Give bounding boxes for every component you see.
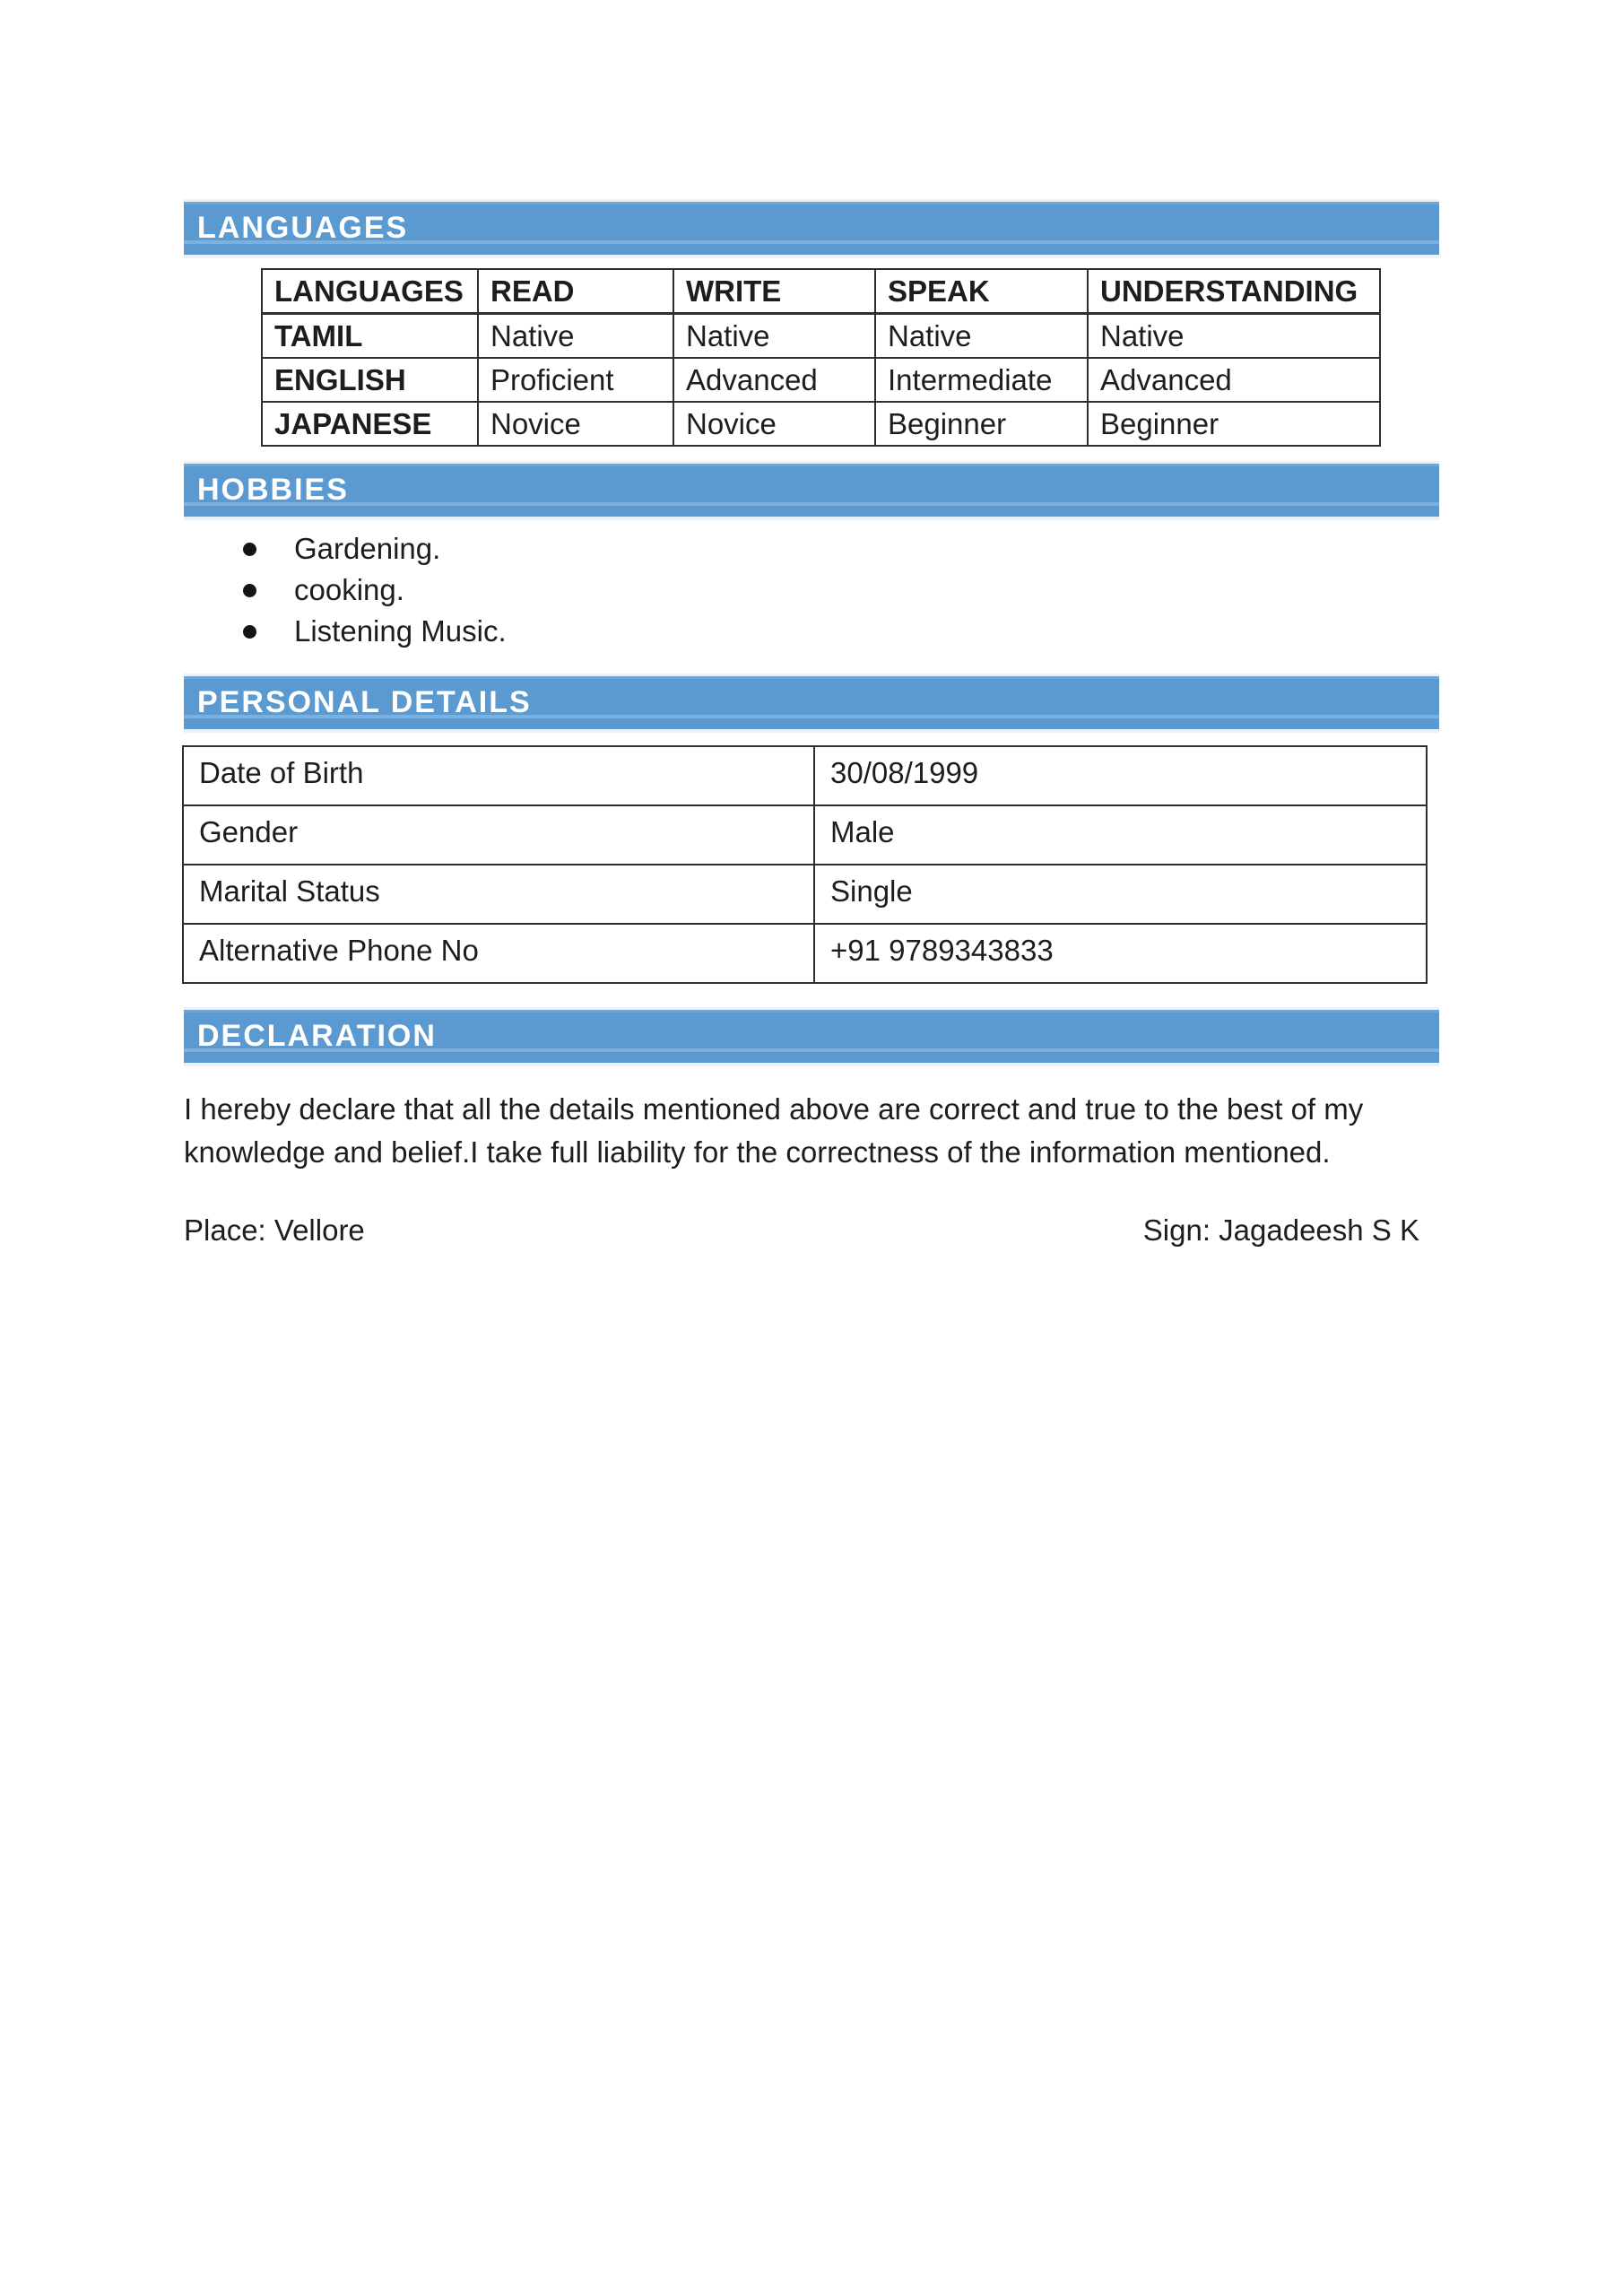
table-cell: Native [673,314,875,359]
table-row [183,746,1427,805]
hobbies-list [184,528,1439,652]
column-header: READ [478,269,673,314]
hobby-text: cooking. [294,573,404,606]
language-name-cell: TAMIL [262,314,478,359]
detail-value: 30/08/1999 [814,746,1427,805]
bullet-icon [243,584,256,597]
section-title: PERSONAL DETAILS [197,685,532,719]
section-title: LANGUAGES [197,211,409,245]
table-row [183,865,1427,924]
column-header: SPEAK [875,269,1088,314]
detail-label: Date of Birth [183,746,814,805]
detail-value: +91 9789343833 [814,924,1427,983]
section-header-personal-details [184,674,1439,733]
languages-table [261,268,1381,447]
table-cell: Advanced [673,358,875,402]
table-cell: Novice [478,402,673,446]
list-item [184,528,1439,570]
detail-label: Alternative Phone No [183,924,814,983]
hobby-text: Gardening. [294,532,441,565]
detail-value: Single [814,865,1427,924]
declaration-text: I hereby declare that all the details mentioned above are correct and true to the best of my knowledge and belief.I take full liability for the correctness of the information mentioned. [184,1092,1364,1169]
section-title: HOBBIES [197,473,349,507]
table-row [183,924,1427,983]
page-content [184,199,1439,1248]
table-cell: Native [478,314,673,359]
sign-text: Sign: Jagadeesh S K [1142,1213,1419,1247]
column-header: WRITE [673,269,875,314]
detail-value: Male [814,805,1427,865]
table-row [262,314,1380,359]
hobby-text: Listening Music. [294,614,507,648]
table-cell: Native [1088,314,1380,359]
bullet-icon [243,543,256,556]
section-header-declaration [184,1007,1439,1066]
place-text: Place: Vellore [184,1213,365,1247]
section-header-languages [184,199,1439,258]
table-cell: Proficient [478,358,673,402]
section-header-hobbies [184,461,1439,520]
section-title: DECLARATION [197,1019,437,1053]
language-name-cell: JAPANESE [262,402,478,446]
place-sign-row [184,1213,1439,1248]
bullet-icon [243,625,256,639]
table-cell: Novice [673,402,875,446]
language-name-cell: ENGLISH [262,358,478,402]
detail-label: Marital Status [183,865,814,924]
table-row [183,805,1427,865]
column-header: UNDERSTANDING [1088,269,1380,314]
table-cell: Beginner [875,402,1088,446]
languages-table-header-row [262,269,1380,314]
table-row [262,402,1380,446]
table-cell: Intermediate [875,358,1088,402]
column-header: LANGUAGES [262,269,478,314]
detail-label: Gender [183,805,814,865]
table-cell: Native [875,314,1088,359]
table-cell: Beginner [1088,402,1380,446]
list-item [184,611,1439,652]
personal-details-table [182,745,1428,984]
table-cell: Advanced [1088,358,1380,402]
table-row [262,358,1380,402]
list-item [184,570,1439,611]
